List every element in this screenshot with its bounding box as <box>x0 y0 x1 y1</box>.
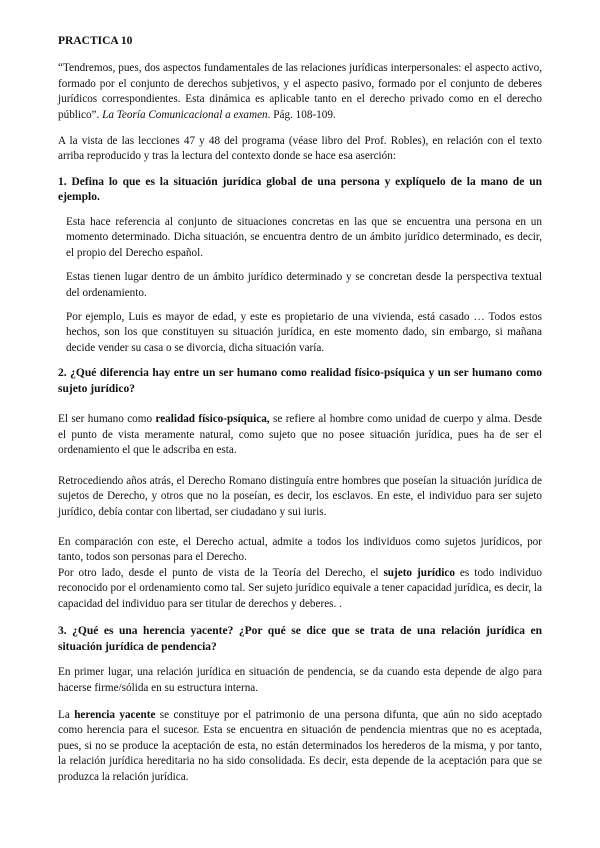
text-run: es todo individuo reconocido por el ordenamiento como tal. Ser sujeto jurídico equivale a tener capacidad jurídica, es decir, la capacidad del individuo para ser titular de derechos y deberes. . <box>58 566 542 610</box>
answer-2-paragraph-2: Retrocediendo años atrás, el Derecho Romano distinguía entre hombres que poseían la situación jurídica de sujetos de Derecho, y otros que no la poseían, es decir, los esclavos. En este, el individuo para ser sujeto jurídico, debía contar con libertad, ser ciudadano y sui iuris. <box>58 474 542 518</box>
answer-2-paragraph-1 <box>58 412 542 458</box>
term-sujeto-juridico: sujeto jurídico <box>383 566 455 579</box>
text-run: El ser humano como <box>58 413 156 426</box>
answer-1-paragraph-1: Esta hace referencia al conjunto de situaciones concretas en las que se encuentra una persona en un momento determinado. Dicha situación, se encuentra dentro de un ámbito jurídico determinado, es decir, el propio del Derecho español. <box>66 216 542 259</box>
answer-3-paragraph-1: En primer lugar, una relación jurídica en situación de pendencia, se da cuando esta depende de algo para hacerse firme/sólida en su estructura interna. <box>58 666 542 694</box>
quote-text: “Tendremos, pues, dos aspectos fundamentales de las relaciones jurídicas interpersonales: el aspecto activo, formado por el conjunto de derechos subjetivos, y el aspecto pasivo, formado por el conjunto de deberes jurídicos correspondientes. Esta dinámica es aplicable tanto en el derecho privado como en el derecho público”. <box>58 62 542 121</box>
answer-2-paragraph-3: En comparación con este, el Derecho actual, admite a todos los individuos como sujetos jurídicos, por tanto, todos son personas para el Derecho. <box>58 535 542 564</box>
quote-paragraph <box>58 61 542 123</box>
answer-1-paragraph-2: Estas tienen lugar dentro de un ámbito jurídico determinado y se concretan desde la perspectiva textual del ordenamiento. <box>66 271 542 299</box>
quote-source: La Teoría Comunicacional a examen <box>102 108 268 121</box>
question-3-heading: 3. ¿Qué es una herencia yacente? ¿Por qué se dice que se trata de una relación jurídica en situación jurídica de pendencia? <box>58 624 542 653</box>
term-herencia-yacente: herencia yacente <box>74 708 156 721</box>
answer-2-paragraph-4 <box>58 566 542 612</box>
question-1-heading: 1. Defina lo que es la situación jurídica global de una persona y explíquelo de la mano de un ejemplo. <box>58 175 542 204</box>
intro-paragraph: A la vista de las lecciones 47 y 48 del programa (véase libro del Prof. Robles), en relación con el texto arriba reproducido y tras la lectura del contexto donde se hace esa aserción: <box>58 135 542 163</box>
document-title: PRACTICA 10 <box>58 35 133 47</box>
answer-3-paragraph-2 <box>58 708 542 785</box>
quote-pages: . Pág. 108-109. <box>267 108 336 121</box>
text-run: se refiere al hombre como unidad de cuerpo y alma. Desde el punto de vista meramente natural, como sujeto que no posee situación jurídica, pues ha de ser el ordenamiento el que le adscriba en esta. <box>58 413 543 457</box>
answer-1-paragraph-3: Por ejemplo, Luis es mayor de edad, y este es propietario de una vivienda, está casado … Todos estos hechos, son los que constituyen su situación jurídica, en este momento dado, sin embargo, si mañana decide vender su casa o se divorcia, dicha situación varía. <box>66 311 542 354</box>
text-run: Por otro lado, desde el punto de vista de la Teoría del Derecho, el <box>58 566 384 579</box>
text-run: se constituye por el patrimonio de una persona difunta, que aún no sido aceptado como herencia para el sucesor. Esta se encuentra en situación de pendencia mientras que no es aceptada, pues, si no se produce la aceptación de esta, no están determinados los herederos de la misma, y por tanto, la relación jurídica hereditaria no ha sido consolidada. Es decir, esta depende de la aceptación para que se produzca la relación jurídica. <box>58 708 542 783</box>
term-realidad-fisico-psiquica: realidad físico-psíquica, <box>155 413 270 426</box>
text-run: La <box>58 708 75 721</box>
question-2-heading: 2. ¿Qué diferencia hay entre un ser humano como realidad físico-psíquica y un ser humano como sujeto jurídico? <box>58 367 542 395</box>
